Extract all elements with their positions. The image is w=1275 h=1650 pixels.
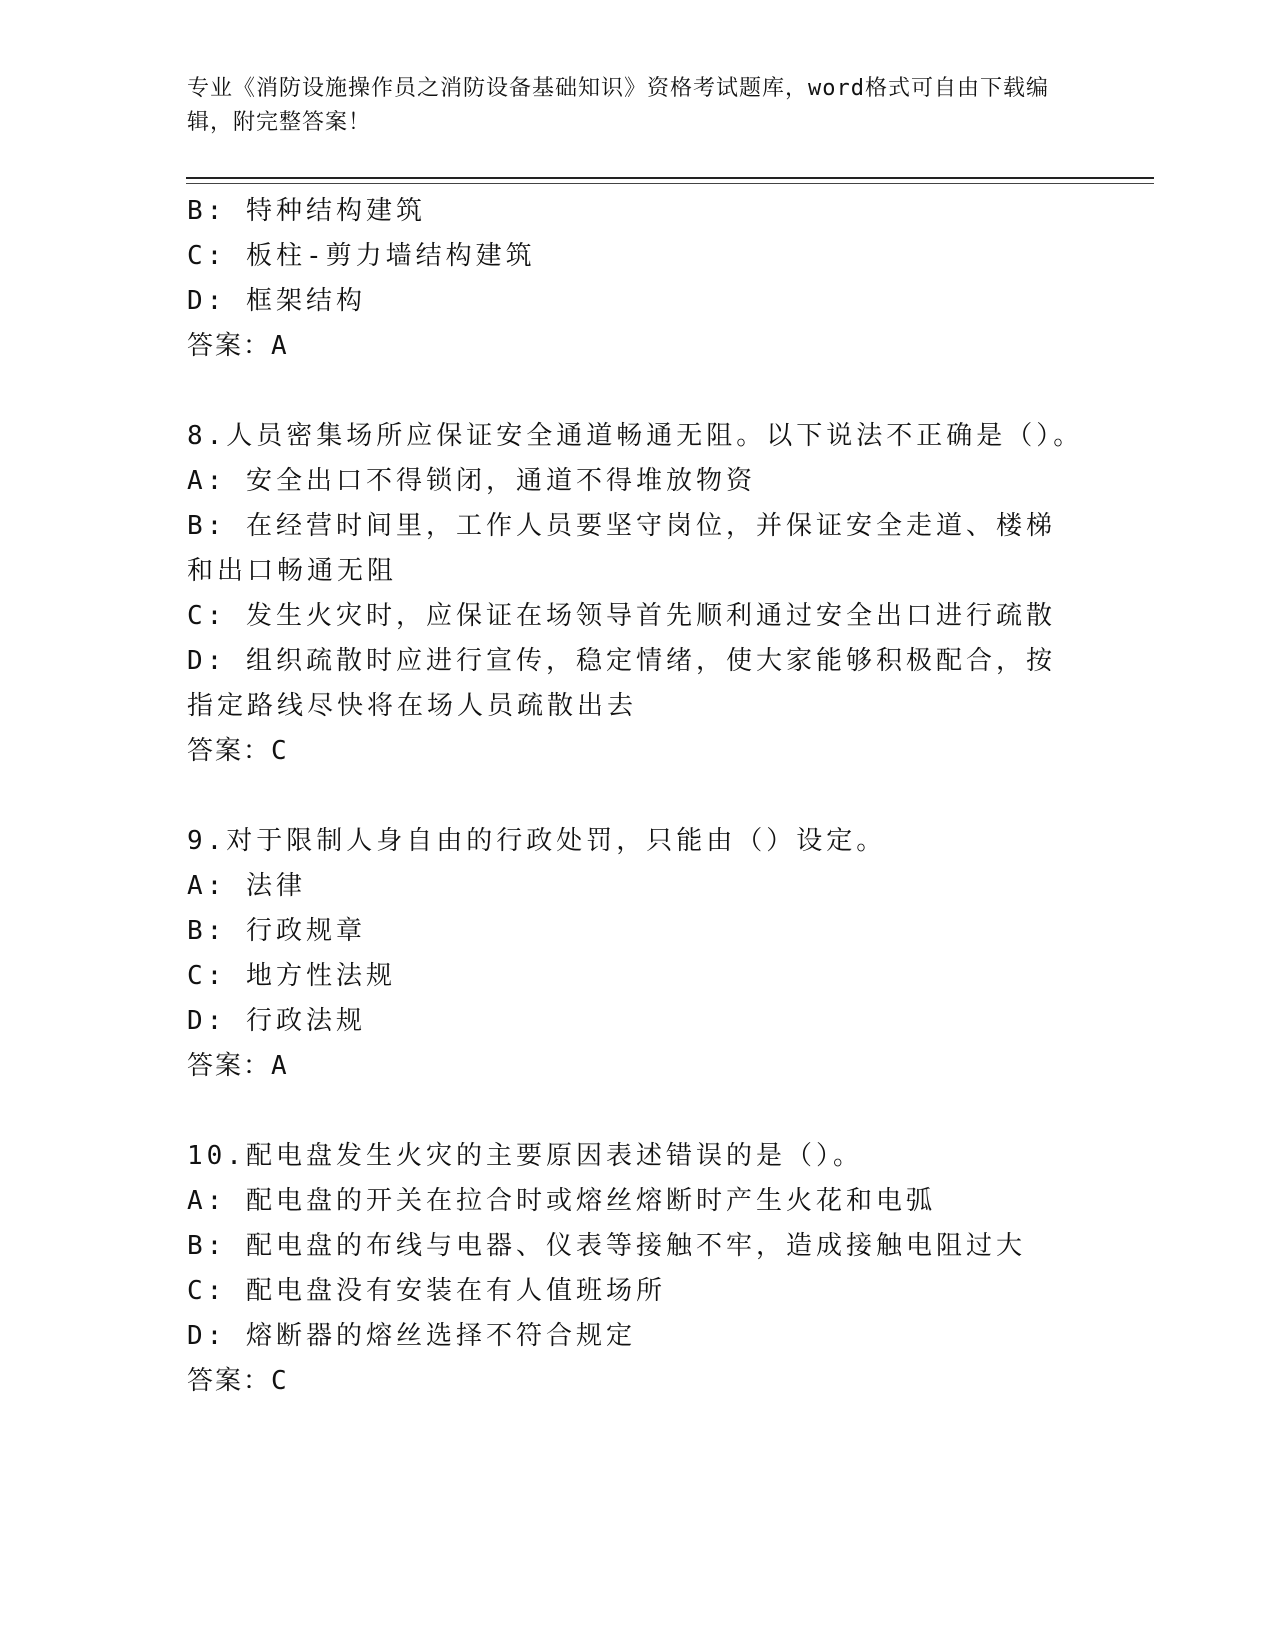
option-a: A: 配电盘的开关在拉合时或熔丝熔断时产生火花和电弧 [187,1186,936,1216]
option-b: B: 在经营时间里，工作人员要坚守岗位，并保证安全走道、楼梯和出口畅通无阻 [187,511,1056,586]
answer: 答案：A [187,331,289,361]
document-header: 专业《消防设施操作员之消防设备基础知识》资格考试题库，word格式可自由下载编辑，附完整答案！ [187,76,1049,135]
option-d: D: 组织疏散时应进行宣传，稳定情绪，使大家能够积极配合，按指定路线尽快将在场人员疏散出去 [187,646,1056,721]
question-stem: 8.人员密集场所应保证安全通道畅通无阻。以下说法不正确是（）。 [187,421,1084,451]
question-7-tail [187,189,1087,369]
question-9 [187,819,1087,1089]
answer: 答案：A [187,1051,289,1081]
option-a: A: 法律 [187,871,306,901]
spacer [187,1089,1087,1134]
option-b: B: 行政规章 [187,916,366,946]
answer: 答案：C [187,1366,289,1396]
option-b: B: 特种结构建筑 [187,196,426,226]
header-divider [186,177,1154,179]
question-10 [187,1134,1087,1404]
option-b: B: 配电盘的布线与电器、仪表等接触不牢，造成接触电阻过大 [187,1231,1026,1261]
option-c: C: 地方性法规 [187,961,396,991]
option-c: C: 板柱-剪力墙结构建筑 [187,241,536,271]
question-stem: 9.对于限制人身自由的行政处罚，只能由（）设定。 [187,826,887,856]
question-list [187,189,1087,1404]
question-8 [187,414,1087,774]
option-d: D: 框架结构 [187,286,366,316]
question-stem: 10.配电盘发生火灾的主要原因表述错误的是（）。 [187,1141,863,1171]
spacer [187,774,1087,819]
answer: 答案：C [187,736,289,766]
option-c: C: 发生火灾时，应保证在场领导首先顺利通过安全出口进行疏散 [187,601,1056,631]
option-a: A: 安全出口不得锁闭，通道不得堆放物资 [187,466,756,496]
option-c: C: 配电盘没有安装在有人值班场所 [187,1276,666,1306]
spacer [187,369,1087,414]
option-d: D: 熔断器的熔丝选择不符合规定 [187,1321,636,1351]
option-d: D: 行政法规 [187,1006,366,1036]
header-divider-thin [186,183,1154,184]
